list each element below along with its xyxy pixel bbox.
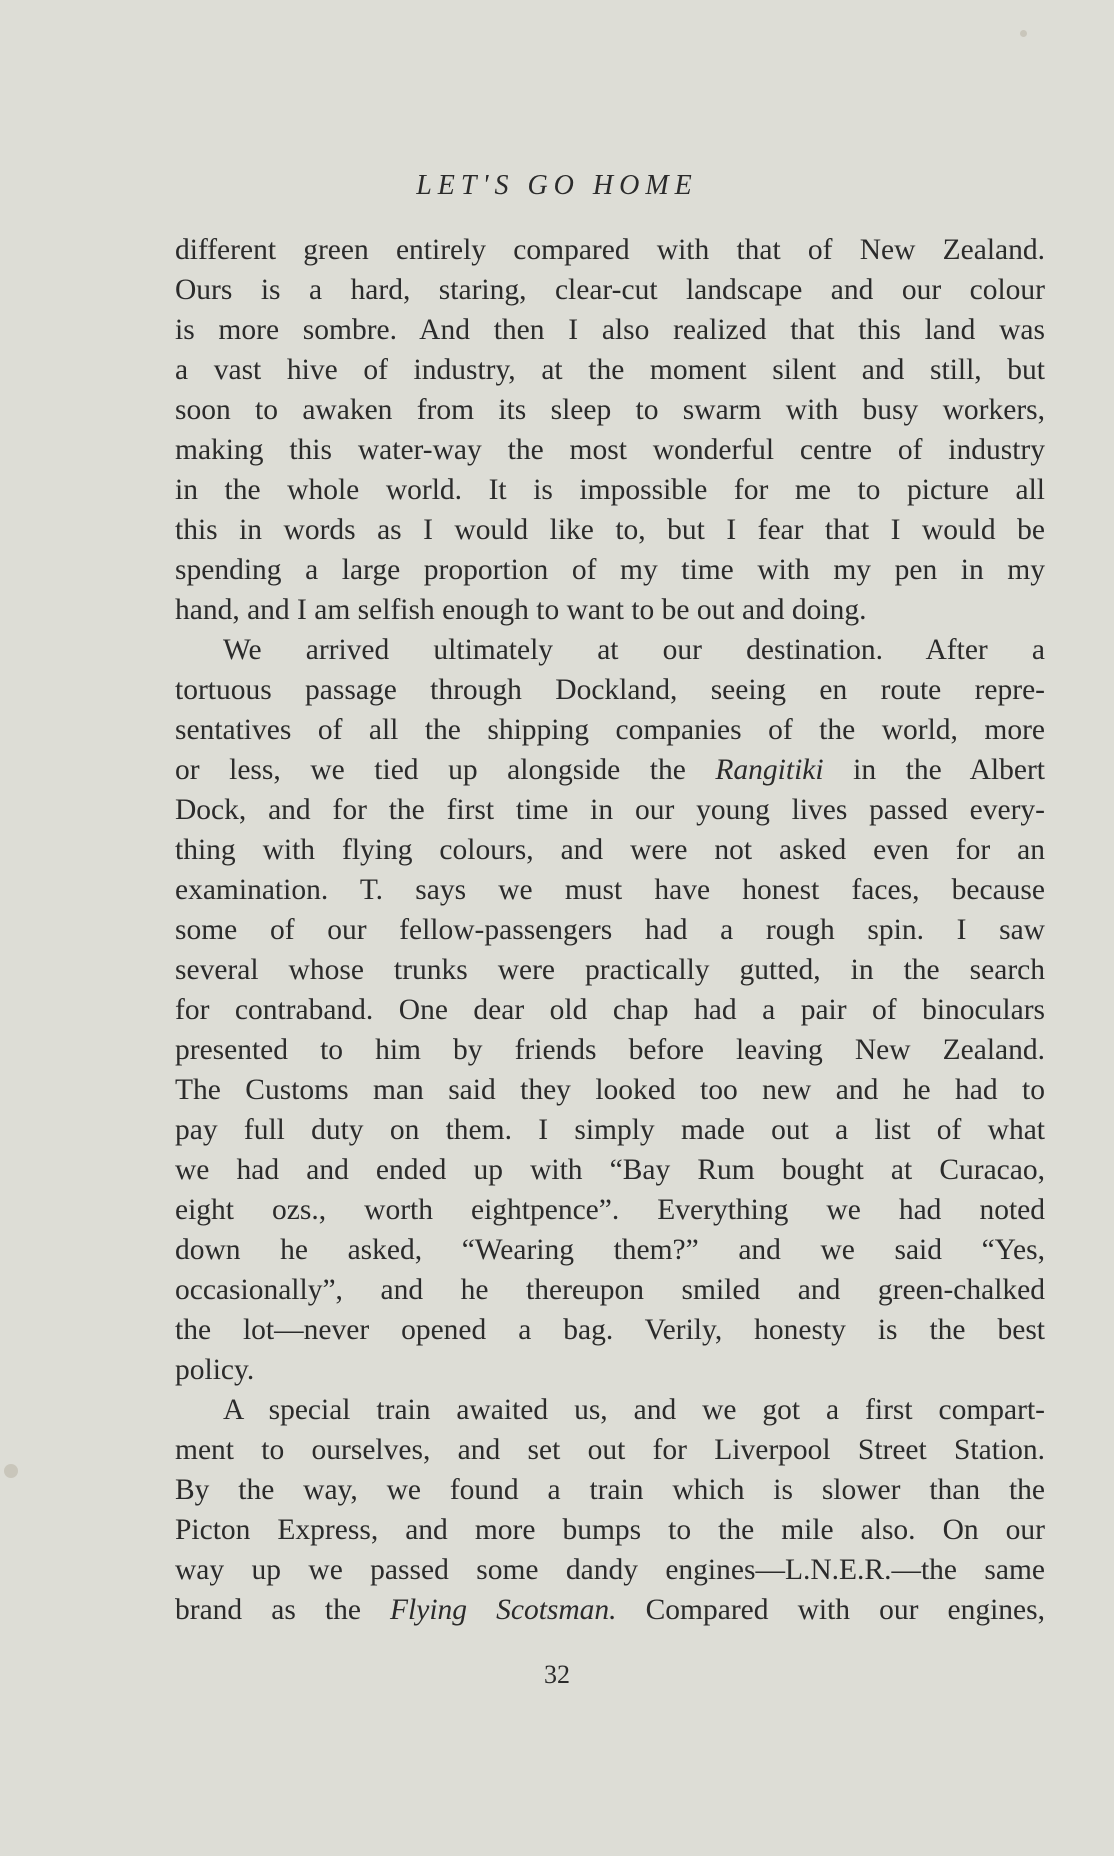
text-line: policy. <box>175 1354 255 1386</box>
text-line: sentatives of all the shipping companies of the world, more <box>175 714 1045 746</box>
text-line: occasionally”, and he thereupon smiled and green-chalked <box>175 1274 1045 1306</box>
text-line: making this water-way the most wonderful centre of industry <box>175 434 1045 466</box>
text-line: a vast hive of industry, at the moment silent and still, but <box>175 354 1045 386</box>
text-run: Compared with our engines, <box>645 1594 1045 1626</box>
text-line: examination. T. says we must have honest faces, because <box>175 874 1045 906</box>
ship-name: Rangitiki <box>715 754 824 786</box>
text-line: Ours is a hard, staring, clear-cut landscape and our colour <box>175 274 1045 306</box>
paragraph <box>175 630 1045 1390</box>
text-line: way up we passed some dandy engines—L.N.E.R.—the same <box>175 1554 1045 1586</box>
page-number: 32 <box>544 1660 570 1689</box>
text-line: presented to him by friends before leaving New Zealand. <box>175 1034 1045 1066</box>
text-line: this in words as I would like to, but I fear that I would be <box>175 514 1045 546</box>
text-line: thing with flying colours, and were not asked even for an <box>175 834 1045 866</box>
text-line: tortuous passage through Dockland, seeing en route repre- <box>175 674 1045 706</box>
text-run: or less, we tied up alongside the <box>175 754 716 786</box>
text-line: eight ozs., worth eightpence”. Everything we had noted <box>175 1194 1045 1226</box>
text-line: Picton Express, and more bumps to the mile also. On our <box>175 1514 1045 1546</box>
running-head: LET'S GO HOME <box>416 170 698 201</box>
paragraph <box>175 230 1045 630</box>
text-line: pay full duty on them. I simply made out a list of what <box>175 1114 1045 1146</box>
text-line: several whose trunks were practically gutted, in the search <box>175 954 1045 986</box>
text-line: in the whole world. It is impossible for me to picture all <box>175 474 1045 506</box>
train-name: Flying Scotsman. <box>390 1594 617 1626</box>
text-line: soon to awaken from its sleep to swarm with busy workers, <box>175 394 1045 426</box>
text-line: By the way, we found a train which is slower than the <box>175 1474 1045 1506</box>
text-line: different green entirely compared with that of New Zealand. <box>175 234 1045 266</box>
text-line: hand, and I am selfish enough to want to be out and doing. <box>175 594 867 626</box>
text-line: ment to ourselves, and set out for Liverpool Street Station. <box>175 1434 1045 1466</box>
text-line: The Customs man said they looked too new and he had to <box>175 1074 1045 1106</box>
text-run: brand as the <box>175 1594 391 1626</box>
text-line: spending a large proportion of my time with my pen in my <box>175 554 1045 586</box>
paper-speck <box>4 1464 18 1478</box>
text-line: Dock, and for the first time in our young lives passed every- <box>175 794 1045 826</box>
text-line <box>175 750 1045 790</box>
text-line: is more sombre. And then I also realized that this land was <box>175 314 1045 346</box>
text-line: down he asked, “Wearing them?” and we said “Yes, <box>175 1234 1045 1266</box>
paragraph <box>175 1390 1045 1630</box>
body-text <box>175 230 1045 1630</box>
text-line: the lot—never opened a bag. Verily, honesty is the best <box>175 1314 1045 1346</box>
text-line: for contraband. One dear old chap had a pair of binoculars <box>175 994 1045 1026</box>
text-line: we had and ended up with “Bay Rum bought at Curacao, <box>175 1154 1045 1186</box>
text-line <box>175 1590 1045 1630</box>
text-run: in the Albert <box>823 754 1045 786</box>
text-line: We arrived ultimately at our destination. After a <box>223 634 1045 666</box>
text-line: A special train awaited us, and we got a first compart- <box>223 1394 1045 1426</box>
paper-speck <box>1020 30 1027 37</box>
text-run <box>617 1594 646 1626</box>
text-line: some of our fellow-passengers had a rough spin. I saw <box>175 914 1045 946</box>
